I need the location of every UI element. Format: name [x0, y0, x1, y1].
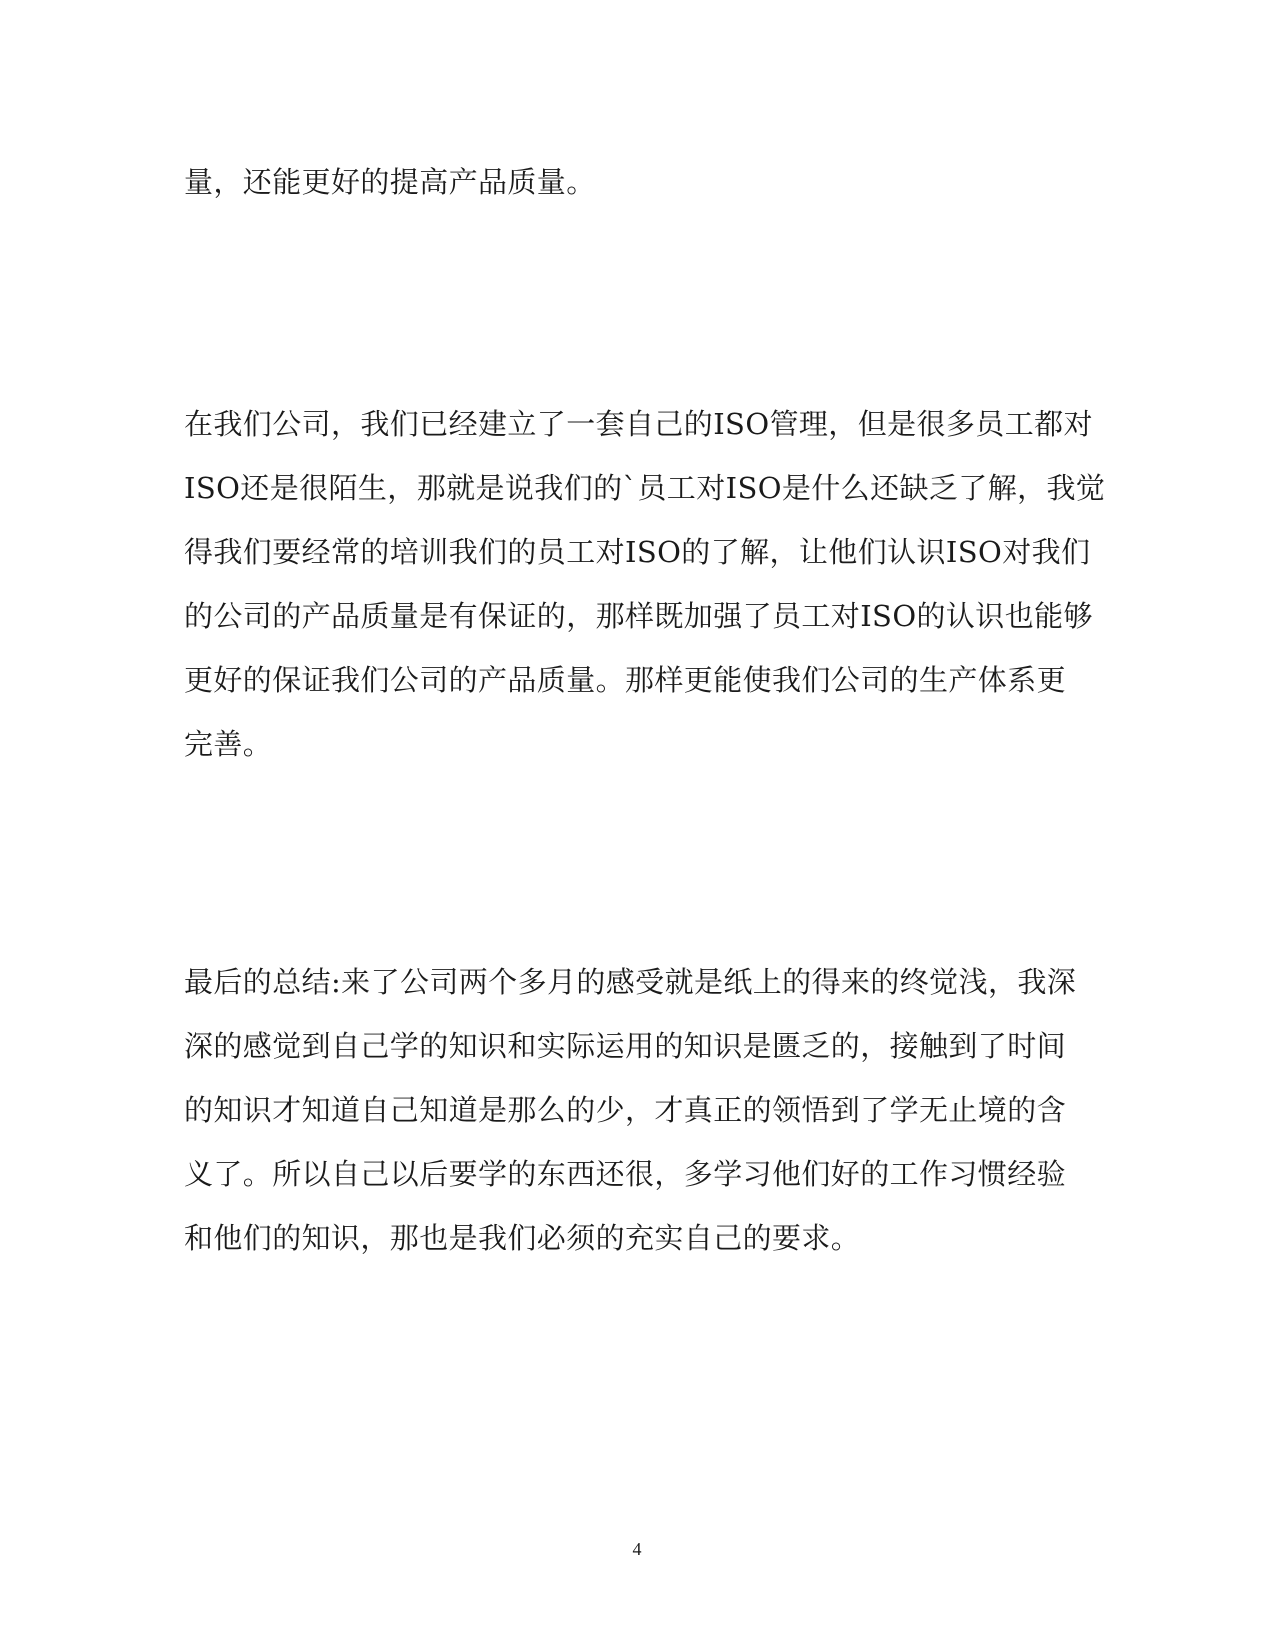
- paragraph-3: [184, 950, 1084, 1270]
- paragraph-2: [184, 392, 1106, 776]
- paragraph-line: 的公司的产品质量是有保证的，那样既加强了员工对ISO的认识也能够: [184, 599, 1093, 633]
- paragraph-line: 义了。所以自己以后要学的东西还很，多学习他们好的工作习惯经验: [184, 1157, 1067, 1191]
- paragraph-line: 得我们要经常的培训我们的员工对ISO的了解，让他们认识ISO对我们: [184, 535, 1091, 569]
- paragraph-line: 量，还能更好的提高产品质量。: [184, 165, 596, 199]
- paragraph-line: 在我们公司，我们已经建立了一套自己的ISO管理，但是很多员工都对: [184, 407, 1093, 441]
- paragraph-line: 最后的总结:来了公司两个多月的感受就是纸上的得来的终觉浅，我深: [184, 965, 1077, 999]
- paragraph-line: 完善。: [184, 727, 273, 761]
- page-number: 4: [632, 1539, 642, 1559]
- paragraph-1: [184, 150, 1084, 214]
- paragraph-line: 深的感觉到自己学的知识和实际运用的知识是匮乏的，接触到了时间: [184, 1029, 1067, 1063]
- paragraph-line: 和他们的知识，那也是我们必须的充实自己的要求。: [184, 1221, 861, 1255]
- paragraph-line: 更好的保证我们公司的产品质量。那样更能使我们公司的生产体系更: [184, 663, 1067, 697]
- paragraph-line: ISO还是很陌生，那就是说我们的`员工对ISO是什么还缺乏了解，我觉: [184, 471, 1106, 505]
- paragraph-line: 的知识才知道自己知道是那么的少，才真正的领悟到了学无止境的含: [184, 1093, 1067, 1127]
